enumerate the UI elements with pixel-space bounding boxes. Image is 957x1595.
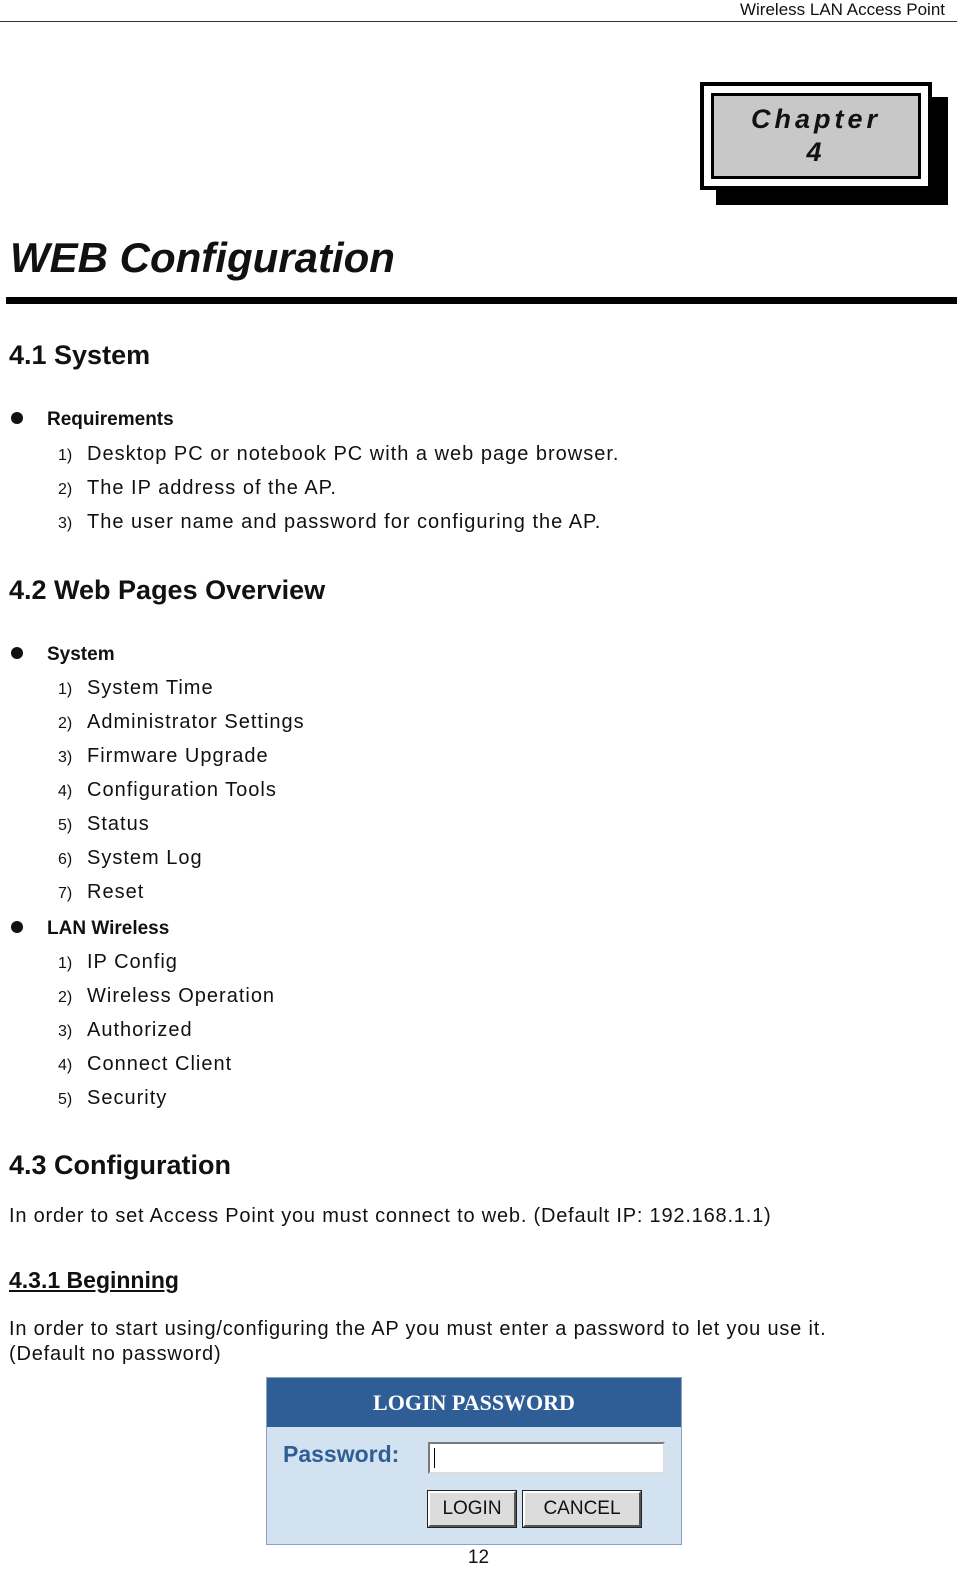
bullet-dot-icon (11, 647, 23, 659)
item-text: Status (87, 813, 150, 835)
item-text: Firmware Upgrade (87, 745, 269, 767)
password-input[interactable] (428, 1442, 665, 1474)
item-text: System Log (87, 847, 203, 869)
login-button[interactable]: LOGIN (428, 1491, 516, 1527)
bullet-label: Requirements (47, 409, 174, 430)
chapter-number: 4 (806, 137, 826, 167)
item-text: Wireless Operation (87, 985, 276, 1007)
section-heading-4-3: 4.3 Configuration (9, 1150, 231, 1180)
bullet-dot-icon (11, 921, 23, 933)
login-password-panel (266, 1377, 682, 1545)
item-number: 3) (58, 1023, 73, 1040)
configuration-paragraph: In order to set Access Point you must connect to web. (Default IP: 192.168.1.1) (9, 1205, 772, 1227)
list-item (58, 841, 305, 875)
bullet-label: LAN Wireless (47, 918, 170, 939)
title-rule (6, 297, 957, 304)
system-pages-list (58, 671, 305, 909)
login-panel-title: LOGIN PASSWORD (267, 1378, 681, 1427)
list-item (58, 471, 619, 505)
bullet-system (11, 644, 115, 666)
list-item (58, 671, 305, 705)
list-item (58, 979, 275, 1013)
beginning-paragraph-line1: In order to start using/configuring the AP you must enter a password to let you use it. (9, 1318, 827, 1340)
list-item (58, 945, 275, 979)
item-number: 1) (58, 681, 73, 698)
bullet-label: System (47, 644, 115, 665)
list-item (58, 437, 619, 471)
list-item (58, 1013, 275, 1047)
list-item (58, 705, 305, 739)
lan-wireless-pages-list (58, 945, 275, 1115)
item-text: The IP address of the AP. (87, 477, 337, 499)
list-item (58, 875, 305, 909)
bullet-lan-wireless (11, 918, 169, 940)
item-number: 6) (58, 851, 73, 868)
chapter-box-inner (711, 93, 921, 179)
list-item (58, 739, 305, 773)
item-number: 5) (58, 1091, 73, 1108)
bullet-dot-icon (11, 412, 23, 424)
beginning-paragraph-line2: (Default no password) (9, 1343, 222, 1365)
item-text: The user name and password for configuring the AP. (87, 511, 602, 533)
list-item (58, 1047, 275, 1081)
item-number: 1) (58, 955, 73, 972)
chapter-word: Chapter (750, 104, 881, 134)
item-text: System Time (87, 677, 214, 699)
item-text: Configuration Tools (87, 779, 277, 801)
section-heading-4-2: 4.2 Web Pages Overview (9, 575, 326, 605)
item-number: 4) (58, 783, 73, 800)
item-number: 2) (58, 715, 73, 732)
item-number: 2) (58, 481, 73, 498)
chapter-box (700, 82, 932, 190)
bullet-requirements (11, 409, 174, 431)
running-header: Wireless LAN Access Point (739, 0, 945, 19)
section-heading-4-1: 4.1 System (9, 340, 151, 370)
item-text: Authorized (87, 1019, 193, 1041)
list-item (58, 807, 305, 841)
item-number: 5) (58, 817, 73, 834)
requirements-list (58, 437, 619, 539)
item-text: Reset (87, 881, 145, 903)
item-text: Connect Client (87, 1053, 233, 1075)
item-number: 3) (58, 749, 73, 766)
list-item (58, 505, 619, 539)
list-item (58, 773, 305, 807)
password-label: Password: (283, 1441, 400, 1467)
item-text: IP Config (87, 951, 178, 973)
item-number: 7) (58, 885, 73, 902)
document-title: WEB Configuration (10, 234, 395, 281)
cancel-button[interactable]: CANCEL (523, 1491, 641, 1527)
item-text: Administrator Settings (87, 711, 305, 733)
item-text: Desktop PC or notebook PC with a web page browser. (87, 443, 620, 465)
list-item (58, 1081, 275, 1115)
item-number: 1) (58, 447, 73, 464)
item-number: 2) (58, 989, 73, 1006)
item-number: 3) (58, 515, 73, 532)
item-number: 4) (58, 1057, 73, 1074)
item-text: Security (87, 1087, 168, 1109)
header-rule (0, 21, 957, 22)
page-number: 12 (467, 1547, 490, 1568)
section-heading-4-3-1: 4.3.1 Beginning (9, 1267, 179, 1293)
